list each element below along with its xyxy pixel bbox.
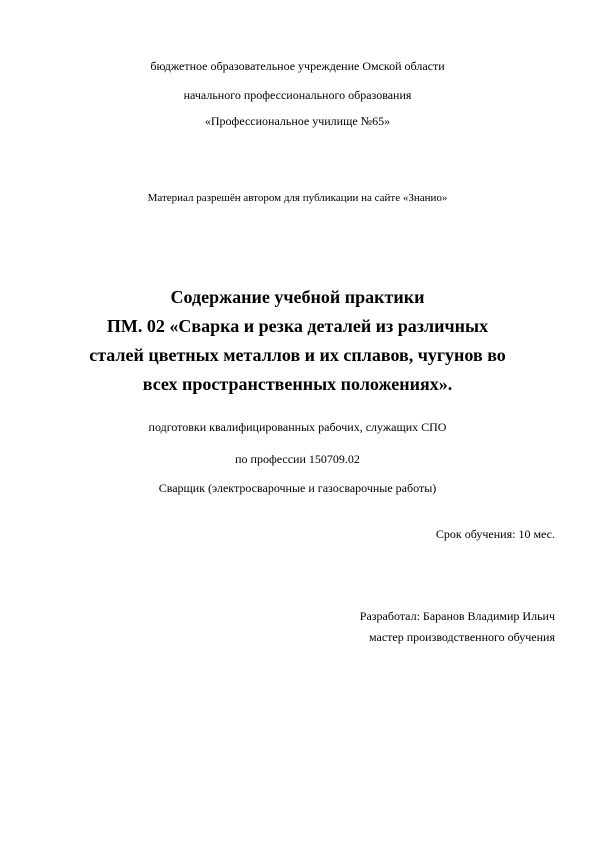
institution-name-line-2: начального профессионального образования [183,88,412,102]
author-position: мастер производственного обучения [369,630,555,644]
institution-name-line-1: бюджетное образовательное учреждение Омской области [150,59,445,73]
subtitle-line-1: подготовки квалифицированных рабочих, служащих СПО [148,420,447,434]
publication-permission-note: Материал разрешён автором для публикации на сайте «Знанио» [147,192,448,204]
study-period: Срок обучения: 10 мес. [435,527,555,541]
document-title-line-3: сталей цветных металлов и их сплавов, чугунов во [89,345,506,365]
document-title-line-1: Содержание учебной практики [170,287,425,307]
author-name: Разработал: Баранов Владимир Ильич [359,609,555,623]
document-title-line-4: всех пространственных положениях». [142,374,453,394]
institution-name-line-3: «Профессиональное училище №65» [204,114,391,128]
subtitle-line-2: по профессии 150709.02 [235,452,360,466]
document-title-line-2: ПМ. 02 «Сварка и резка деталей из различных [106,316,489,336]
subtitle-line-3: Сварщик (электросварочные и газосварочные работы) [158,481,437,495]
